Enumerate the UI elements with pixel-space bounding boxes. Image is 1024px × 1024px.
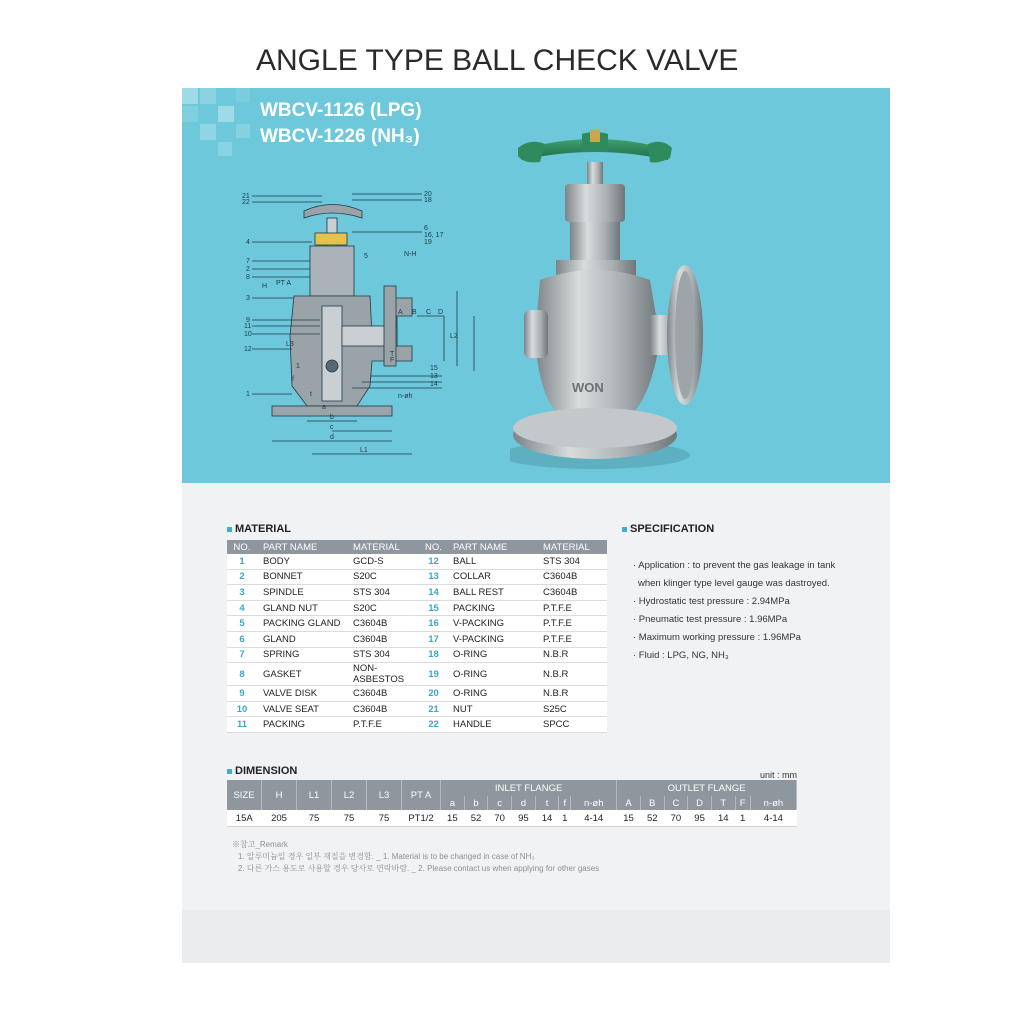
part-number-cell: 6 (227, 631, 257, 647)
material-cell: N.B.R (537, 686, 607, 702)
drawing-label: 16, 17 (424, 232, 444, 239)
part-number-cell: 16 (420, 616, 447, 632)
part-name-cell: PACKING (447, 600, 537, 616)
drawing-label: 1 (296, 363, 300, 370)
material-cell: P.T.F.E (537, 616, 607, 632)
table-cell: 95 (512, 810, 536, 827)
material-cell: C3604B (347, 686, 420, 702)
table-row (227, 554, 607, 569)
table-row (227, 647, 607, 663)
remark-block (232, 839, 599, 875)
part-number-cell: 19 (420, 663, 447, 686)
part-number-cell: 7 (227, 647, 257, 663)
photo-brand-mark: WON (572, 380, 604, 395)
drawing-label: 14 (430, 381, 438, 388)
material-cell: P.T.F.E (347, 717, 420, 733)
table-cell: 1 (735, 810, 750, 827)
col-header: MATERIAL (347, 540, 420, 554)
table-cell: 70 (488, 810, 512, 827)
part-number-cell: 13 (420, 569, 447, 585)
part-number-cell: 5 (227, 616, 257, 632)
part-number-cell: 10 (227, 701, 257, 717)
material-cell: C3604B (347, 616, 420, 632)
unit-label: unit : mm (760, 770, 798, 780)
drawing-label: 10 (244, 331, 252, 338)
col-header: B (640, 796, 664, 810)
drawing-label: PT A (276, 280, 292, 287)
material-cell: P.T.F.E (537, 631, 607, 647)
part-number-cell: 20 (420, 686, 447, 702)
col-header: F (735, 796, 750, 810)
table-cell: 4-14 (750, 810, 796, 827)
drawing-label: 20 (424, 191, 432, 198)
part-name-cell: SPRING (257, 647, 347, 663)
drawing-label: 2 (246, 266, 250, 273)
col-header: NO. (227, 540, 257, 554)
material-section-title: MATERIAL (227, 523, 291, 535)
part-name-cell: VALVE DISK (257, 686, 347, 702)
part-number-cell: 18 (420, 647, 447, 663)
col-header: t (535, 796, 559, 810)
table-cell: 205 (262, 810, 297, 827)
drawing-label: H (262, 283, 268, 290)
table-cell: 52 (640, 810, 664, 827)
spec-line: · Application : to prevent the gas leakage in tank (633, 560, 836, 571)
hero-banner (182, 88, 890, 483)
inlet-flange-header: INLET FLANGE (441, 780, 617, 796)
drawing-label: 22 (242, 199, 250, 206)
part-number-cell: 4 (227, 600, 257, 616)
drawing-label: 19 (424, 239, 432, 246)
table-cell: 1 (559, 810, 571, 827)
drawing-label: n-øh (398, 393, 413, 400)
part-name-cell: O-RING (447, 663, 537, 686)
part-name-cell: NUT (447, 701, 537, 717)
col-header: n-øh (750, 796, 796, 810)
table-row (227, 616, 607, 632)
drawing-label: 11 (244, 323, 252, 330)
drawing-label: f (292, 376, 294, 383)
material-header-row (227, 540, 607, 554)
part-name-cell: V-PACKING (447, 616, 537, 632)
table-cell: 4-14 (571, 810, 617, 827)
part-name-cell: GASKET (257, 663, 347, 686)
part-number-cell: 14 (420, 585, 447, 601)
material-cell: C3604B (537, 569, 607, 585)
part-number-cell: 12 (420, 554, 447, 569)
drawing-label: T (390, 351, 395, 358)
drawing-label: a (322, 404, 326, 411)
page-title: ANGLE TYPE BALL CHECK VALVE (256, 44, 739, 77)
drawing-label: 4 (246, 239, 250, 246)
col-header: NO. (420, 540, 447, 554)
table-row (227, 686, 607, 702)
section-marker-icon (227, 527, 232, 532)
material-cell: STS 304 (347, 647, 420, 663)
table-cell: 75 (367, 810, 402, 827)
remark-title: ※참고_Remark (232, 840, 288, 849)
col-header: L1 (297, 780, 332, 810)
drawing-label: L1 (360, 447, 368, 454)
material-cell: C3604B (347, 701, 420, 717)
material-cell: C3604B (347, 631, 420, 647)
part-name-cell: V-PACKING (447, 631, 537, 647)
part-number-cell: 9 (227, 686, 257, 702)
table-row (227, 569, 607, 585)
drawing-label: 9 (246, 317, 250, 324)
part-name-cell: BONNET (257, 569, 347, 585)
part-name-cell: COLLAR (447, 569, 537, 585)
col-header: SIZE (227, 780, 262, 810)
drawing-label: 13 (430, 373, 438, 380)
col-header: H (262, 780, 297, 810)
specification-section-title: SPECIFICATION (622, 523, 714, 535)
part-number-cell: 3 (227, 585, 257, 601)
col-header: c (488, 796, 512, 810)
col-header: A (617, 796, 641, 810)
material-cell: NON-ASBESTOS (347, 663, 420, 686)
drawing-label: 3 (246, 295, 250, 302)
outlet-flange-header: OUTLET FLANGE (617, 780, 797, 796)
dimension-header-row (227, 780, 797, 796)
table-row (227, 585, 607, 601)
footer-band (182, 910, 890, 963)
drawing-label: 8 (246, 274, 250, 281)
part-number-cell: 2 (227, 569, 257, 585)
table-cell: 15 (617, 810, 641, 827)
col-header: MATERIAL (537, 540, 607, 554)
drawing-label: 18 (424, 197, 432, 204)
valve-product-photo (510, 130, 730, 475)
part-name-cell: PACKING GLAND (257, 616, 347, 632)
table-row (227, 663, 607, 686)
spec-line: · Maximum working pressure : 1.96MPa (633, 632, 801, 643)
table-cell: PT1/2 (402, 810, 441, 827)
drawing-label: 6 (424, 225, 428, 232)
drawing-label: b (330, 414, 334, 421)
drawing-label: c (330, 424, 334, 431)
material-table (227, 540, 607, 733)
drawing-label: 15 (430, 365, 438, 372)
material-cell: N.B.R (537, 663, 607, 686)
drawing-label: F (390, 357, 395, 364)
table-cell: 75 (297, 810, 332, 827)
spec-line: · Fluid : LPG, NG, NH₃ (633, 650, 729, 661)
model-name-nh3: WBCV-1226 (NH₃) (260, 126, 420, 147)
table-cell: 52 (464, 810, 488, 827)
section-marker-icon (622, 527, 627, 532)
remark-line: 2. 다른 가스 용도로 사용할 경우 당사로 연락바람. _ 2. Please contact us when applying for other gases (238, 864, 600, 873)
col-header: L2 (332, 780, 367, 810)
material-cell: S25C (537, 701, 607, 717)
material-cell: SPCC (537, 717, 607, 733)
drawing-label: A (398, 309, 403, 316)
col-header: PART NAME (447, 540, 537, 554)
drawing-label: 21 (242, 193, 250, 200)
part-number-cell: 15 (420, 600, 447, 616)
drawing-label: L2 (450, 333, 458, 340)
drawing-label: 7 (246, 258, 250, 265)
part-number-cell: 11 (227, 717, 257, 733)
material-cell: C3604B (537, 585, 607, 601)
material-cell: S20C (347, 600, 420, 616)
drawing-label: N-H (404, 251, 417, 258)
col-header: f (559, 796, 571, 810)
col-header: PT A (402, 780, 441, 810)
part-name-cell: O-RING (447, 647, 537, 663)
part-name-cell: GLAND NUT (257, 600, 347, 616)
part-name-cell: BODY (257, 554, 347, 569)
part-name-cell: VALVE SEAT (257, 701, 347, 717)
drawing-label: B (412, 309, 417, 316)
col-header: a (441, 796, 465, 810)
table-cell: 14 (711, 810, 735, 827)
drawing-label: 1 (246, 391, 250, 398)
table-row (227, 810, 797, 827)
col-header: PART NAME (257, 540, 347, 554)
spec-line: · Hydrostatic test pressure : 2.94MPa (633, 596, 790, 607)
part-number-cell: 8 (227, 663, 257, 686)
table-cell: 95 (688, 810, 712, 827)
part-name-cell: SPINDLE (257, 585, 347, 601)
table-cell: 70 (664, 810, 688, 827)
table-row (227, 717, 607, 733)
spec-line: · Pneumatic test pressure : 1.96MPa (633, 614, 788, 625)
drawing-label: C (426, 309, 432, 316)
part-number-cell: 17 (420, 631, 447, 647)
dimension-section-title: DIMENSION (227, 765, 297, 777)
valve-section-drawing (212, 186, 482, 471)
part-name-cell: HANDLE (447, 717, 537, 733)
table-cell: 15 (441, 810, 465, 827)
part-name-cell: GLAND (257, 631, 347, 647)
material-cell: P.T.F.E (537, 600, 607, 616)
table-cell: 15A (227, 810, 262, 827)
col-header: L3 (367, 780, 402, 810)
part-name-cell: BALL (447, 554, 537, 569)
material-cell: GCD-S (347, 554, 420, 569)
drawing-label: L3 (286, 341, 294, 348)
material-cell: N.B.R (537, 647, 607, 663)
material-cell: STS 304 (537, 554, 607, 569)
col-header: C (664, 796, 688, 810)
part-name-cell: PACKING (257, 717, 347, 733)
table-cell: 14 (535, 810, 559, 827)
col-header: n-øh (571, 796, 617, 810)
drawing-label: 5 (364, 253, 368, 260)
section-marker-icon (227, 769, 232, 774)
part-number-cell: 1 (227, 554, 257, 569)
col-header: d (512, 796, 536, 810)
material-cell: S20C (347, 569, 420, 585)
drawing-label: 12 (244, 346, 252, 353)
col-header: T (711, 796, 735, 810)
table-cell: 75 (332, 810, 367, 827)
table-row (227, 600, 607, 616)
part-name-cell: BALL REST (447, 585, 537, 601)
table-row (227, 631, 607, 647)
part-name-cell: O-RING (447, 686, 537, 702)
model-name-lpg: WBCV-1126 (LPG) (260, 100, 422, 121)
drawing-label: d (330, 434, 334, 441)
specification-list (633, 557, 835, 665)
part-number-cell: 22 (420, 717, 447, 733)
col-header: b (464, 796, 488, 810)
part-number-cell: 21 (420, 701, 447, 717)
spec-line: when klinger type level gauge was dastroyed. (638, 578, 830, 589)
drawing-label: D (438, 309, 444, 316)
remark-line: 1. 알루미늄일 경우 일부 재질을 변경함. _ 1. Material is to be changed in case of NH₃ (238, 852, 535, 861)
drawing-label: t (310, 391, 312, 398)
dimension-table (227, 780, 797, 827)
material-cell: STS 304 (347, 585, 420, 601)
table-row (227, 701, 607, 717)
col-header: D (688, 796, 712, 810)
